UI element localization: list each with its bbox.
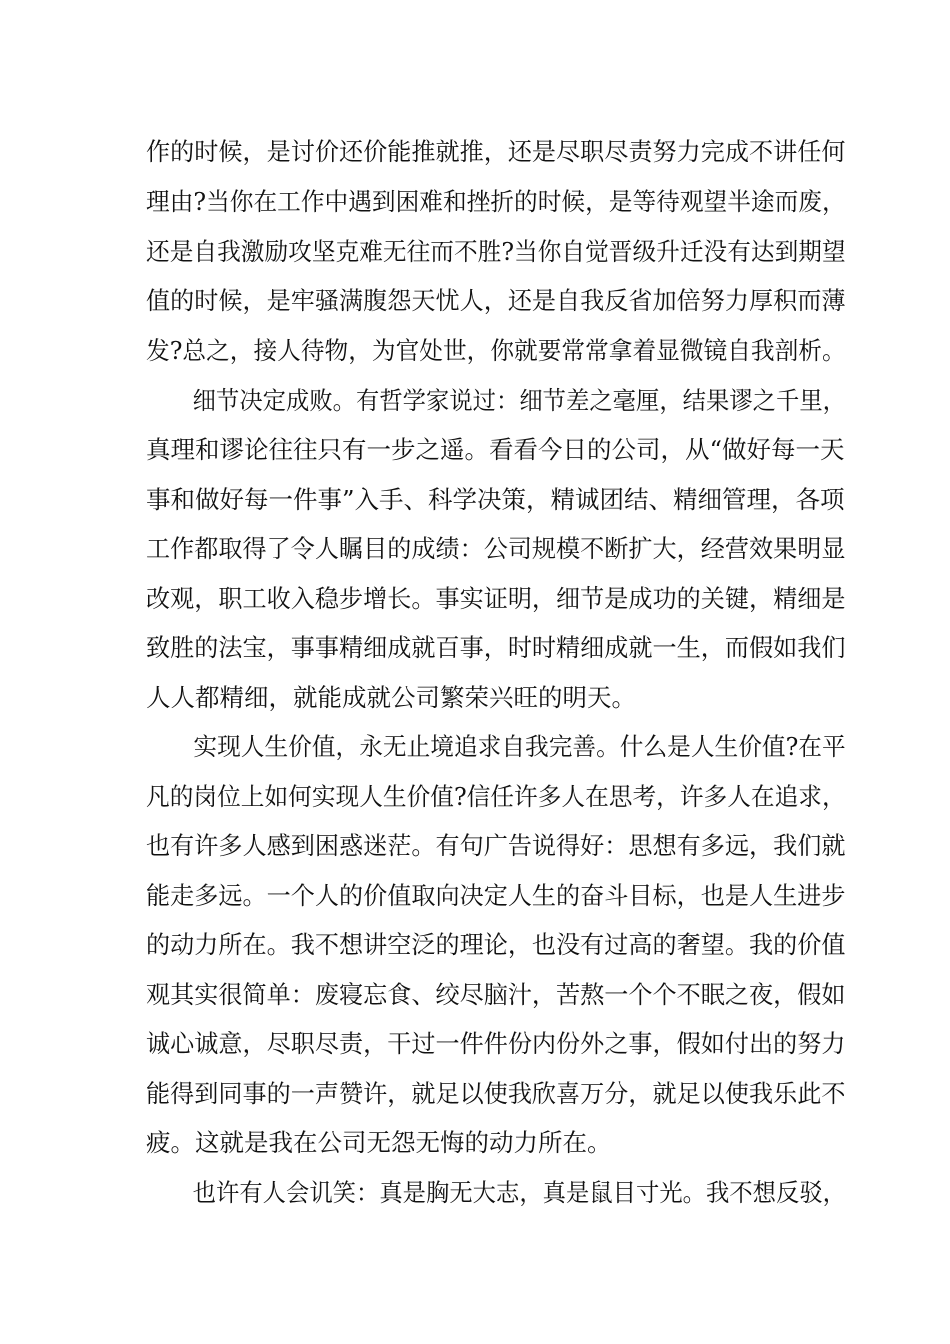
- text-line: 值的时候，是牢骚满腹怨天忧人，还是自我反省加倍努力厚积而薄: [146, 286, 846, 315]
- text-line: 理由?当你在工作中遇到困难和挫折的时候，是等待观望半途而废，: [146, 187, 846, 216]
- text-line: 致胜的法宝，事事精细成就百事，时时精细成就一生，而假如我们: [146, 633, 846, 662]
- paragraph-start-line: 细节决定成败。有哲学家说过：细节差之毫厘，结果谬之千里，: [146, 386, 846, 415]
- text-line: 作的时候，是讨价还价能推就推，还是尽职尽责努力完成不讲任何: [146, 137, 846, 166]
- text-line: 改观，职工收入稳步增长。事实证明，细节是成功的关键，精细是: [146, 584, 846, 613]
- text-line: 能得到同事的一声赞许，就足以使我欣喜万分，就足以使我乐此不: [146, 1079, 846, 1108]
- text-line: 事和做好每一件事”入手、科学决策，精诚团结、精细管理，各项: [146, 485, 845, 514]
- text-line: 能走多远。一个人的价值取向决定人生的奋斗目标，也是人生进步: [146, 881, 846, 910]
- text-line: 的动力所在。我不想讲空泛的理论，也没有过高的奢望。我的价值: [146, 930, 846, 959]
- text-line: 凡的岗位上如何实现人生价值?信任许多人在思考，许多人在追求，: [146, 782, 846, 811]
- text-line: 人人都精细，就能成就公司繁荣兴旺的明天。: [146, 683, 636, 712]
- text-line: 诚心诚意，尽职尽责，干过一件件份内份外之事，假如付出的努力: [146, 1029, 846, 1058]
- paragraph-start-line: 也许有人会讥笑：真是胸无大志，真是鼠目寸光。我不想反驳，: [146, 1178, 846, 1207]
- paragraph-start-line: 实现人生价值，永无止境追求自我完善。什么是人生价值?在平: [146, 732, 846, 761]
- text-line: 真理和谬论往往只有一步之遥。看看今日的公司，从“做好每一天: [146, 435, 845, 464]
- text-line: 还是自我激励攻坚克难无往而不胜?当你自觉晋级升迁没有达到期望: [146, 237, 846, 266]
- text-line: 发?总之，接人待物，为官处世，你就要常常拿着显微镜自我剖析。: [146, 336, 846, 365]
- text-line: 疲。这就是我在公司无怨无悔的动力所在。: [146, 1128, 612, 1157]
- text-line: 也有许多人感到困惑迷茫。有句广告说得好：思想有多远，我们就: [146, 831, 846, 860]
- text-line: 观其实很简单：废寝忘食、绞尽脑汁，苦熬一个个不眠之夜，假如: [146, 980, 846, 1009]
- text-line: 工作都取得了令人瞩目的成绩：公司规模不断扩大，经营效果明显: [146, 534, 846, 563]
